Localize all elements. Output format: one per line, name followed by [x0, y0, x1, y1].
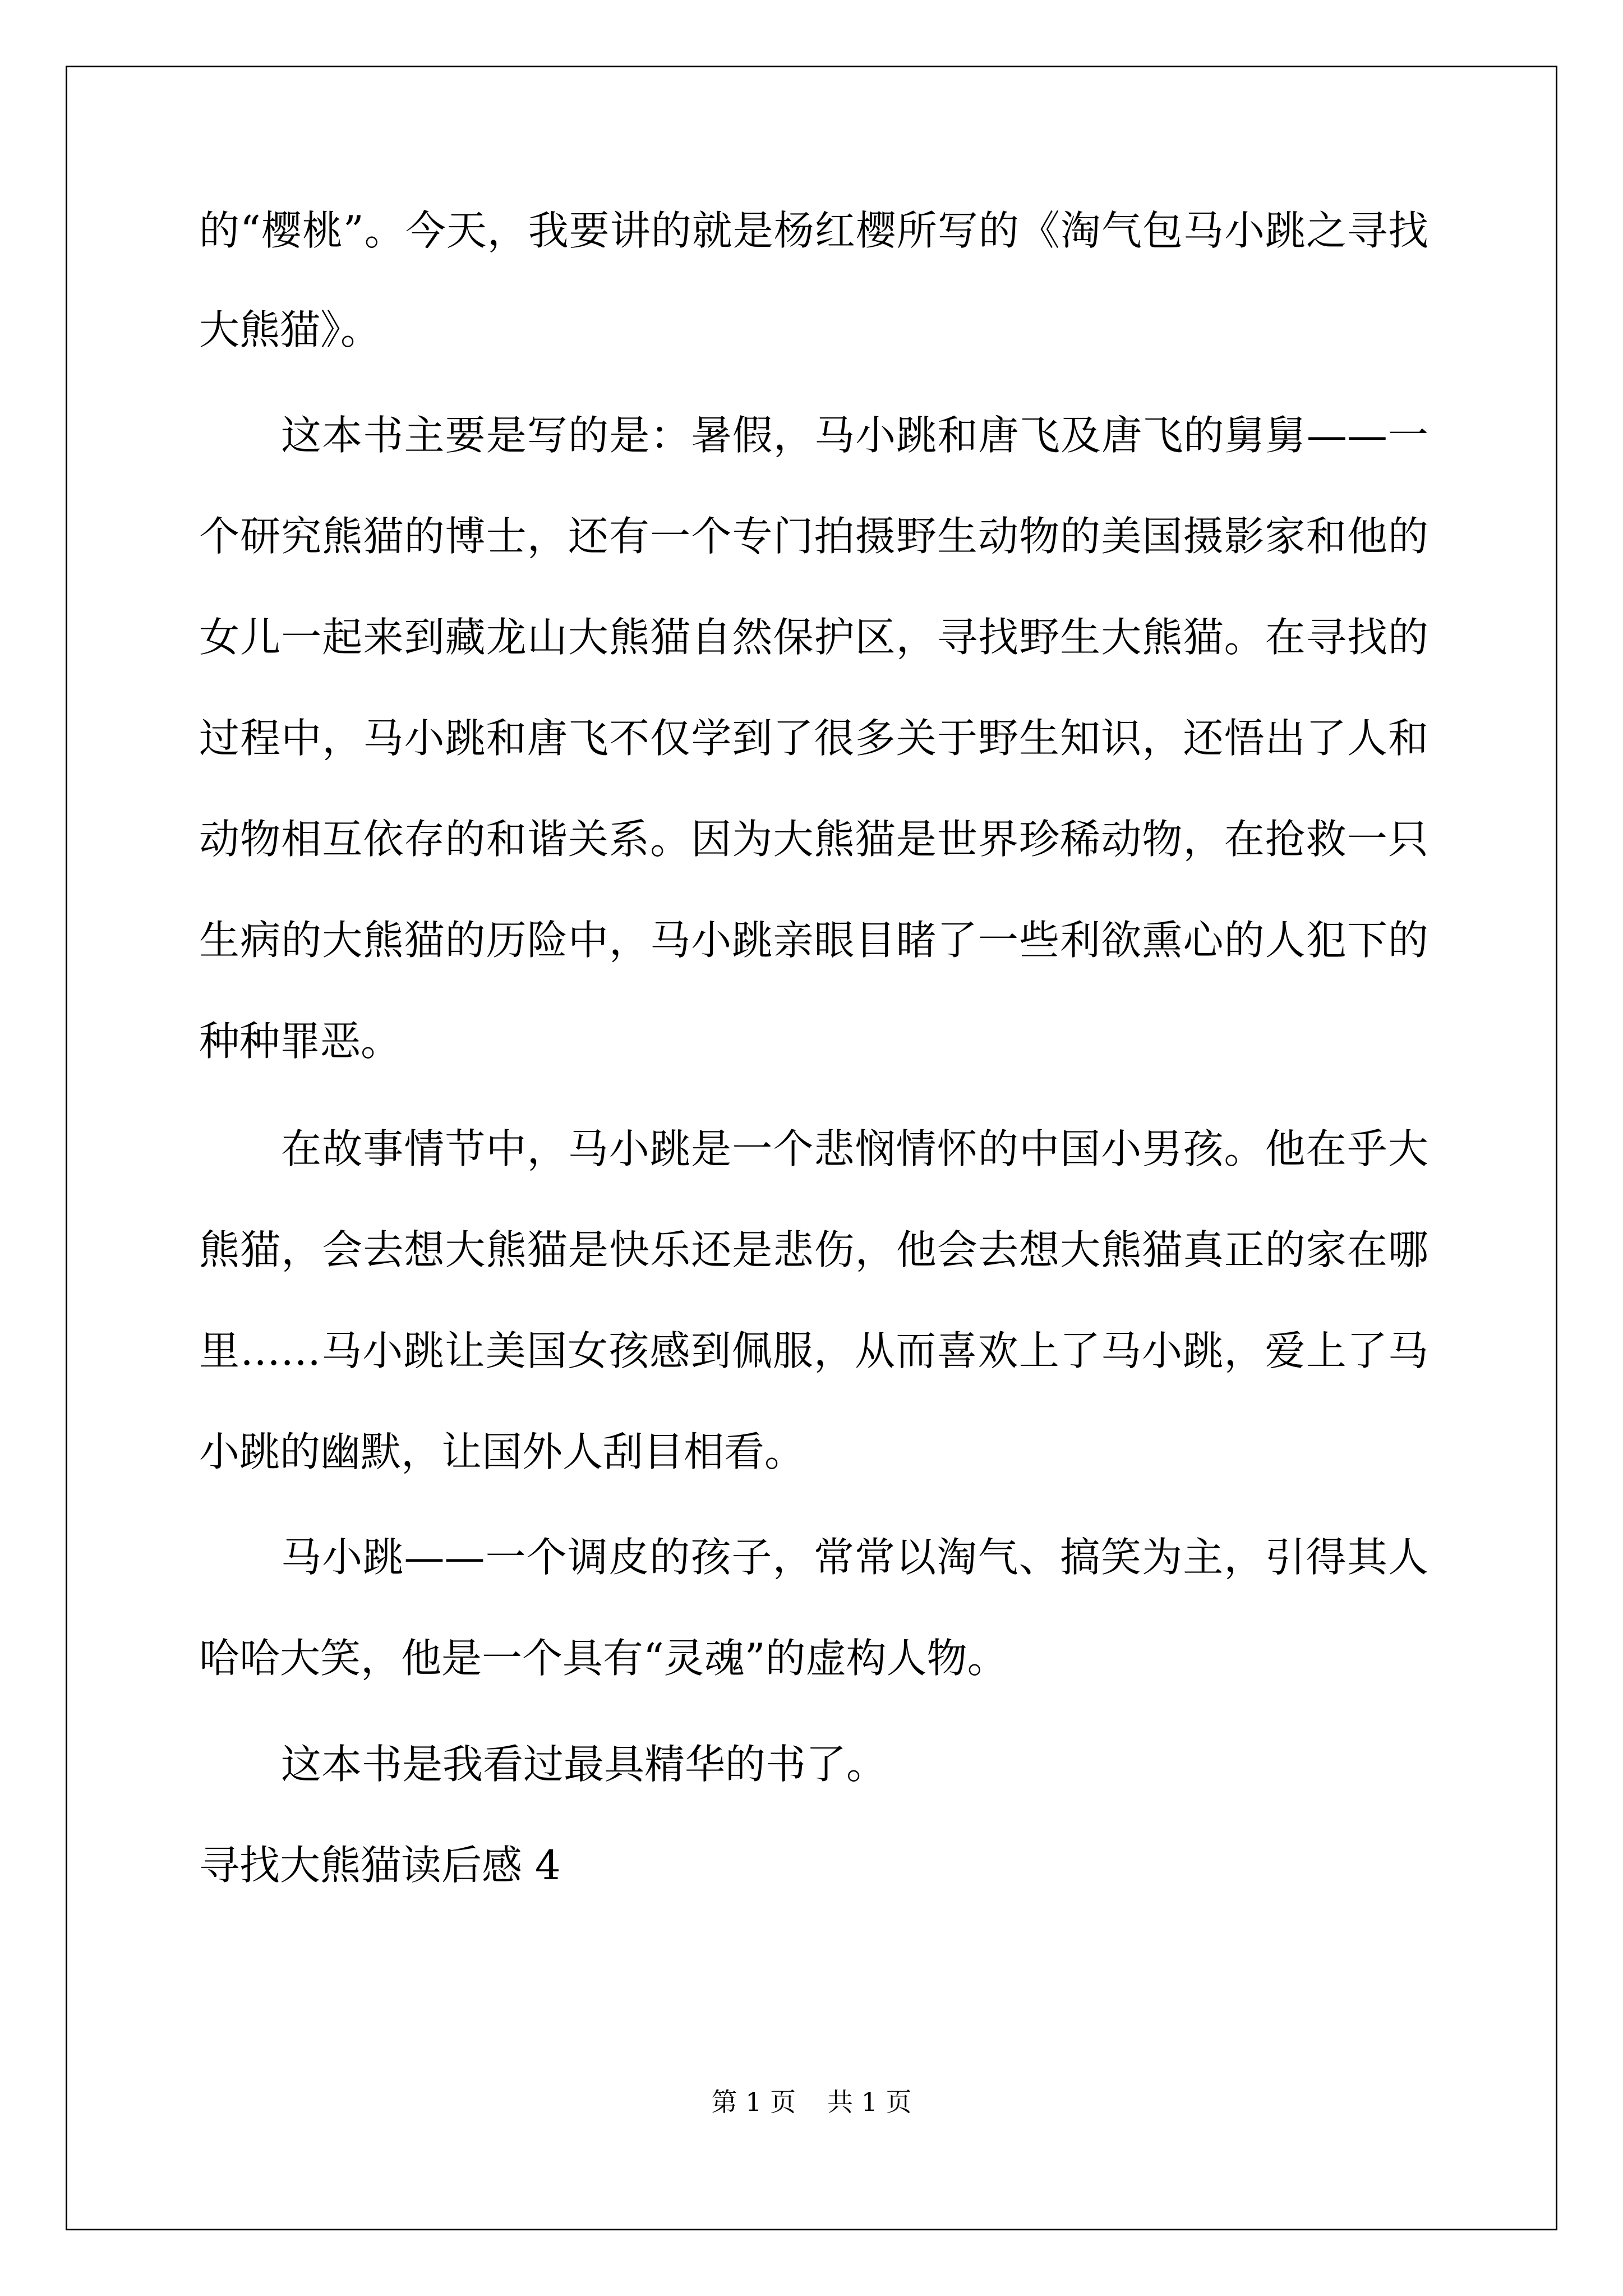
paragraph-line: 的“樱桃”。今天，我要讲的就是杨红樱所写的《淘气包马小跳之寻找 [199, 207, 1428, 254]
paragraph-line: 这本书主要是写的是：暑假，马小跳和唐飞及唐飞的舅舅——一 [281, 412, 1428, 459]
page-footer [0, 2089, 1623, 2115]
paragraph-line: 个研究熊猫的博士，还有一个专门拍摄野生动物的美国摄影家和他的 [199, 513, 1428, 560]
paragraph-line: 小跳的幽默，让国外人刮目相看。 [199, 1428, 805, 1475]
paragraph-line: 哈哈大笑，他是一个具有“灵魂”的虚构人物。 [199, 1635, 1008, 1682]
paragraph-line: 种种罪恶。 [199, 1018, 402, 1065]
paragraph-line: 过程中，马小跳和唐飞不仅学到了很多关于野生知识，还悟出了人和 [199, 715, 1428, 762]
paragraph-line: 在故事情节中，马小跳是一个悲悯情怀的中国小男孩。他在乎大 [281, 1125, 1428, 1172]
paragraph-line: 女儿一起来到藏龙山大熊猫自然保护区，寻找野生大熊猫。在寻找的 [199, 614, 1428, 661]
paragraph-line: 大熊猫》。 [199, 306, 381, 353]
paragraph-line: 生病的大熊猫的历险中，马小跳亲眼目睹了一些利欲熏心的人犯下的 [199, 917, 1428, 964]
page-total: 共 1 页 [827, 2087, 912, 2117]
paragraph-line: 熊猫，会去想大熊猫是快乐还是悲伤，他会去想大熊猫真正的家在哪 [199, 1226, 1428, 1273]
page-number: 第 1 页 [711, 2087, 796, 2117]
paragraph-line: 这本书是我看过最具精华的书了。 [281, 1741, 887, 1788]
paragraph-line: 动物相互依存的和谐关系。因为大熊猫是世界珍稀动物，在抢救一只 [199, 816, 1428, 863]
paragraph-line: 里……马小跳让美国女孩感到佩服，从而喜欢上了马小跳，爱上了马 [199, 1327, 1428, 1374]
paragraph-line: 马小跳——一个调皮的孩子，常常以淘气、搞笑为主，引得其人 [281, 1534, 1428, 1581]
section-heading: 寻找大熊猫读后感 4 [199, 1842, 561, 1889]
